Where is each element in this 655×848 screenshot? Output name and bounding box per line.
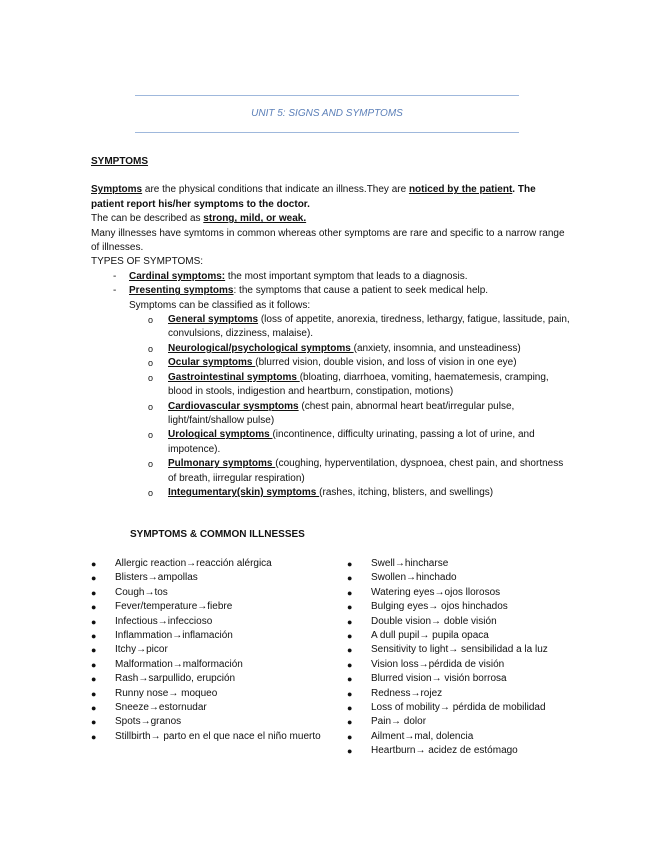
class-desc: (incontinence, difficulty urinating, passing a lot of urine, and impotence).	[168, 429, 535, 455]
circle-bullet-icon: o	[148, 315, 154, 326]
type-term: Cardinal symptoms:	[129, 270, 226, 282]
bullet-icon: ●	[347, 688, 353, 699]
header-rule-bottom	[135, 132, 519, 133]
list-item	[347, 571, 587, 585]
class-term: Gastrointestinal symptoms	[168, 371, 300, 383]
list-item	[148, 400, 571, 429]
vocab-entry: Swell→hincharse	[371, 558, 449, 569]
circle-bullet-icon: o	[148, 343, 154, 354]
vocab-entry: Heartburn→ acidez de estómago	[371, 745, 518, 757]
vocab-entry: Swollen→hinchado	[371, 572, 457, 584]
bullet-icon: ●	[91, 573, 97, 584]
circle-bullet-icon: o	[148, 401, 154, 412]
page-title: UNIT 5: SIGNS AND SYMPTOMS	[251, 108, 403, 119]
classes-list	[91, 313, 571, 500]
bullet-icon: ●	[347, 717, 353, 728]
intro-text-2: . The patient report his/her symptoms to the doctor.	[91, 184, 536, 210]
list-item	[347, 615, 587, 629]
class-term: Integumentary(skin) symptoms	[168, 486, 320, 498]
describe-text: The can be described as	[91, 213, 204, 225]
list-item: - Presenting symptoms: the symptoms that cause a patient to seek medical help.	[113, 285, 489, 297]
list-item	[148, 457, 571, 486]
circle-bullet-icon: o	[148, 430, 154, 441]
list-item	[347, 744, 587, 758]
bullet-icon: ●	[91, 616, 97, 627]
list-item	[347, 557, 587, 571]
vocab-entry: Infectious→infeccioso	[115, 615, 213, 627]
bullet-icon: ●	[347, 746, 353, 757]
bullet-icon: ●	[91, 559, 97, 569]
list-item	[91, 586, 326, 600]
vocab-entry: Fever/temperature→fiebre	[115, 601, 233, 613]
list-item	[148, 342, 571, 356]
symptoms-section	[91, 155, 571, 500]
vocab-entry: Redness→rojez	[371, 687, 443, 699]
vocab-entry: Sneeze→estornudar	[115, 702, 207, 714]
vocab-entry: Bulging eyes→ ojos hinchados	[371, 601, 508, 613]
vocab-list-right	[347, 557, 587, 759]
list-item	[91, 571, 326, 585]
list-item	[91, 715, 326, 729]
list-item	[347, 586, 587, 600]
bullet-icon: ●	[347, 559, 353, 569]
bullet-icon: ●	[347, 674, 353, 685]
intro-noticed: noticed by the patient	[408, 184, 513, 196]
circle-bullet-icon: o	[148, 358, 154, 369]
vocab-entry: Sensitivity to light→ sensibilidad a la luz	[371, 644, 548, 656]
list-item	[91, 557, 326, 571]
list-item	[91, 615, 326, 629]
list-item	[347, 629, 587, 643]
bullet-icon: ●	[91, 659, 97, 670]
vocab-entry: Rash→sarpullido, erupción	[115, 673, 236, 685]
list-item	[148, 356, 571, 370]
class-term: Ocular symptoms	[168, 357, 256, 369]
class-desc: (rashes, itching, blisters, and swellings)	[319, 486, 494, 498]
list-item	[91, 629, 326, 643]
header-rule-top	[135, 95, 519, 96]
bullet-icon: ●	[347, 645, 353, 656]
class-desc: (chest pain, abnormal heart beat/irregular pulse, light/faint/shallow pulse)	[168, 400, 515, 426]
list-item	[91, 701, 326, 715]
vocab-entry: Pain→ dolor	[371, 716, 427, 728]
list-item	[91, 643, 326, 657]
class-term: Neurological/psychological symptoms	[168, 342, 354, 354]
list-item	[347, 658, 587, 672]
types-list	[91, 270, 571, 299]
vocab-entry: Watering eyes→ojos llorosos	[371, 586, 501, 598]
bullet-icon: ●	[91, 731, 97, 742]
vocab-list-left	[91, 557, 326, 744]
section-heading: SYMPTOMS	[91, 156, 149, 167]
bullet-icon: ●	[91, 717, 97, 728]
intro-term: Symptoms	[91, 184, 143, 196]
list-item	[91, 658, 326, 672]
class-term: Pulmonary symptoms	[168, 458, 276, 470]
vocab-entry: Blurred vision→ visión borrosa	[371, 673, 507, 685]
bullet-icon: ●	[91, 674, 97, 685]
class-desc: (coughing, hyperventilation, dyspnoea, chest pain, and shortness of breath, iirregular respiration)	[168, 458, 564, 484]
describe-kinds: strong, mild, or weak.	[203, 213, 307, 225]
bullet-icon: ●	[347, 659, 353, 670]
type-desc: : the symptoms that cause a patient to seek medical help.	[233, 285, 489, 297]
common-paragraph: Many illnesses have symtoms in common whereas other symptoms are rare and specific to a narrow range of illnesses.	[91, 227, 565, 254]
class-term: Urological symptoms	[168, 429, 273, 441]
list-item	[347, 687, 587, 701]
list-item: - Cardinal symptoms: the most important symptom that leads to a diagnosis.	[113, 270, 468, 282]
list-item	[347, 643, 587, 657]
bullet-icon: ●	[347, 731, 353, 742]
vocab-entry: Blisters→ampollas	[115, 572, 198, 584]
vocab-entry: Cough→tos	[115, 586, 168, 598]
class-desc: (anxiety, insomnia, and unsteadiness)	[353, 342, 521, 354]
bullet-icon: ●	[347, 602, 353, 613]
class-desc: (bloating, diarrhoea, vomiting, haematemesis, cramping, blood in stools, indigestion and heartburn, constipation, motions)	[168, 371, 549, 398]
bullet-icon: ●	[91, 587, 97, 598]
list-item	[347, 600, 587, 614]
class-desc: (blurred vision, double vision, and loss of vision in one eye)	[255, 357, 517, 369]
classify-label: Symptoms can be classified as it follows:	[129, 299, 311, 311]
list-item	[91, 672, 326, 686]
types-label: TYPES OF SYMPTOMS:	[91, 256, 204, 268]
illnesses-heading: SYMPTOMS & COMMON ILLNESSES	[130, 529, 305, 540]
class-term: Cardiovascular sysmptoms	[168, 400, 299, 412]
bullet-icon: ●	[347, 587, 353, 598]
vocab-entry: Double vision→ doble visión	[371, 615, 497, 627]
type-term: Presenting symptoms	[129, 285, 234, 297]
bullet-icon: ●	[91, 703, 97, 714]
list-item	[91, 600, 326, 614]
vocab-entry: Inflammation→inflamación	[115, 630, 233, 642]
vocab-entry: A dull pupil→ pupila opaca	[371, 630, 489, 642]
bullet-icon: ●	[347, 703, 353, 714]
list-item	[148, 428, 571, 457]
bullet-icon: ●	[91, 645, 97, 656]
list-item	[347, 701, 587, 715]
list-item	[148, 371, 571, 400]
class-term: General symptoms	[168, 314, 259, 326]
circle-bullet-icon: o	[148, 459, 154, 470]
describe-line	[91, 212, 571, 226]
list-item	[347, 672, 587, 686]
bullet-icon: ●	[91, 631, 97, 642]
vocab-entry: Runny nose→ moqueo	[115, 687, 218, 699]
vocab-entry: Stillbirth→ parto en el que nace el niño muerto	[115, 730, 321, 742]
list-item	[91, 730, 326, 744]
list-item	[347, 715, 587, 729]
vocab-entry: Vision loss→pérdida de visión	[371, 658, 505, 670]
bullet-icon: ●	[91, 688, 97, 699]
bullet-icon: ●	[347, 616, 353, 627]
vocab-entry: Allergic reaction→reacción alérgica	[115, 558, 272, 569]
type-desc: the most important symptom that leads to a diagnosis.	[225, 270, 468, 282]
bullet-icon: ●	[347, 631, 353, 642]
list-item	[148, 486, 571, 500]
vocab-entry: Loss of mobility→ pérdida de mobilidad	[371, 702, 546, 714]
vocab-entry: Malformation→malformación	[115, 658, 243, 670]
circle-bullet-icon: o	[148, 372, 154, 383]
vocab-entry: Ailment→mal, dolencia	[371, 730, 474, 742]
vocab-entry: Spots→granos	[115, 716, 182, 728]
circle-bullet-icon: o	[148, 487, 154, 498]
intro-paragraph	[91, 183, 571, 212]
list-item	[148, 313, 571, 342]
intro-text-1: are the physical conditions that indicate an illness.They are	[142, 184, 409, 196]
class-desc: (loss of appetite, anorexia, tiredness, lethargy, fatigue, lassitude, pain, convulsions, dizziness, malaise).	[168, 314, 570, 340]
bullet-icon: ●	[347, 573, 353, 584]
vocab-entry: Itchy→picor	[115, 644, 168, 656]
list-item	[91, 687, 326, 701]
list-item	[347, 730, 587, 744]
bullet-icon: ●	[91, 602, 97, 613]
